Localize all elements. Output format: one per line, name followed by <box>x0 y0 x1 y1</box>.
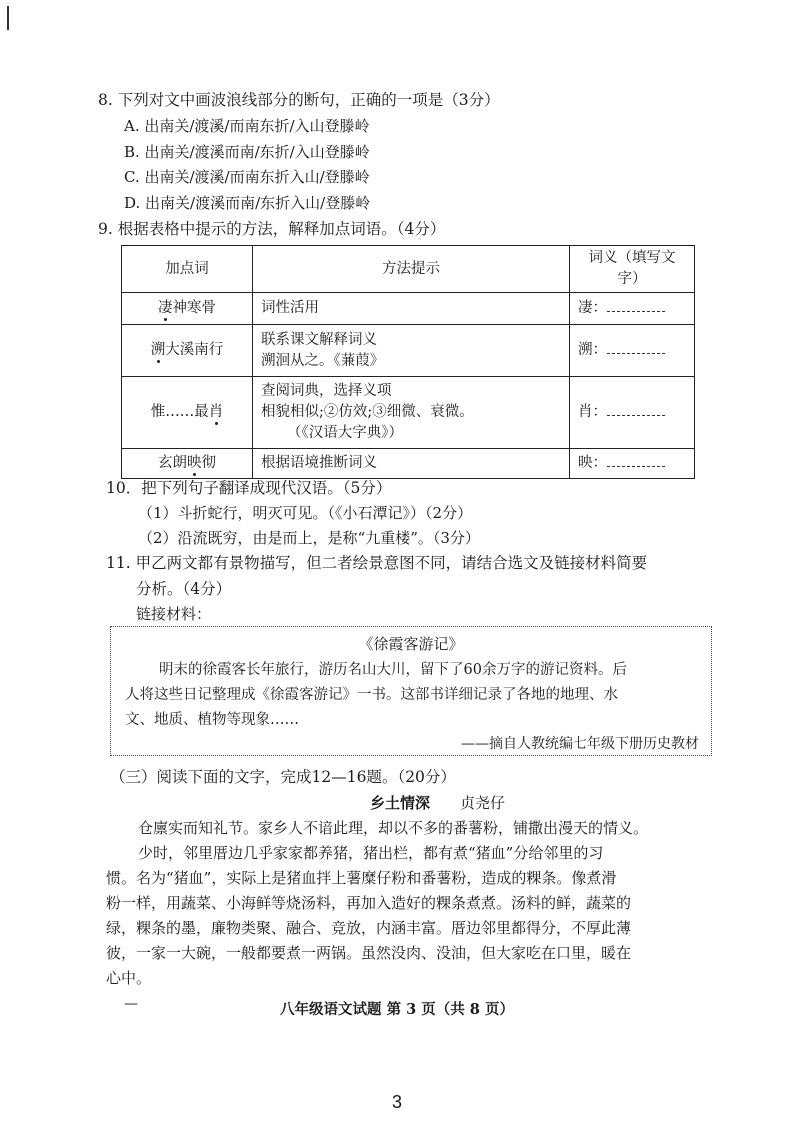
question-8-option-a: A. 出南关/渡溪/而南东折/入山登滕岭 <box>124 117 370 135</box>
article-line: 绿，粿条的墨，廉物类聚、融合、竞放，内涵丰富。厝边邻里都得分，不厚此薄 <box>106 919 632 937</box>
method-cell: 联系课文解释词义 溯洄从之。《蒹葭》 <box>253 325 570 377</box>
link-material-line: 人将这些日记整理成《徐霞客游记》一书。这部书详细记录了各地的地理、水 <box>125 687 618 703</box>
keyword-cell: 玄朗映彻 <box>122 449 253 479</box>
article-line: 惯。名为“猪血”，实际上是猪血拌上薯糜仔粉和番薯粉，造成的粿条。像煮滑 <box>106 869 617 887</box>
answer-blank[interactable] <box>607 299 665 312</box>
link-material-source: ——摘自人教统编七年级下册历史教材 <box>461 736 699 752</box>
method-cell: 词性活用 <box>253 293 570 325</box>
link-material-box <box>110 626 712 756</box>
table-header: 加点词 <box>122 246 253 293</box>
question-10-item-1: （1）斗折蛇行，明灭可见。（《小石潭记》）（2分） <box>138 504 473 522</box>
table-row <box>122 293 695 325</box>
question-11-stem: 11. 甲乙两文都有景物描写，但二者绘景意图不同，请结合选文及链接材料简要 <box>106 554 648 572</box>
article-line: 心中。 <box>106 969 152 987</box>
keyword-cell: 溯大溪南行 <box>122 325 253 377</box>
article-title: 乡土情深 <box>370 794 431 812</box>
link-material-label: 链接材料： <box>136 605 212 623</box>
table-header-row <box>122 246 695 293</box>
answer-blank[interactable] <box>607 454 665 467</box>
question-8-stem: 8. 下列对文中画波浪线部分的断句，正确的一项是（3分） <box>98 91 500 109</box>
table-header: 方法提示 <box>253 246 570 293</box>
section-heading: （三）阅读下面的文字，完成12—16题。（20分） <box>110 768 456 786</box>
answer-blank[interactable] <box>607 341 665 354</box>
footer-dash: — <box>124 996 138 1012</box>
answer-cell[interactable]: 溯： <box>570 325 695 377</box>
table-header: 词义（填写文字） <box>570 246 695 293</box>
question-10-stem: 10．把下列句子翻译成现代汉语。（5分） <box>106 479 392 497</box>
article-line: 粉一样，用蔬菜、小海鲜等烧汤料，再加入造好的粿条煮煮。汤料的鲜，蔬菜的 <box>106 894 632 912</box>
question-8-option-c: C. 出南关/渡溪/而南东折入山/登滕岭 <box>124 168 370 186</box>
keyword-cell: 凄神寒骨 <box>122 293 253 325</box>
footer-page-info: 八年级语文试题 第 3 页（共 8 页） <box>280 1001 514 1018</box>
keyword-cell: 惟……最肖 <box>122 377 253 449</box>
table-row <box>122 325 695 377</box>
article-paragraph: 仓廪实而知礼节。家乡人不谙此理，却以不多的番薯粉，铺撒出漫天的情义。 <box>138 819 649 837</box>
question-11-stem-cont: 分析。（4分） <box>136 580 232 598</box>
question-8-option-b: B. 出南关/渡溪而南/东折/入山登滕岭 <box>124 143 370 161</box>
question-8-option-d: D. 出南关/渡溪而南/东折入山/登滕岭 <box>124 194 371 212</box>
question-9-stem: 9. 根据表格中提示的方法，解释加点词语。（4分） <box>98 220 446 238</box>
dotted-character: 肖 <box>208 404 224 420</box>
answer-cell[interactable]: 凄： <box>570 293 695 325</box>
answer-blank[interactable] <box>607 403 665 416</box>
method-cell: 查阅词典，选择义项 相貌相似;②仿效;③细微、衰微。 （《汉语大字典》） <box>253 377 570 449</box>
table-row <box>122 449 695 479</box>
question-10-item-2: （2）沿流既穷，由是而上，是称“九重楼”。（3分） <box>138 529 480 547</box>
page-number: 3 <box>391 1092 402 1112</box>
table-row <box>122 377 695 449</box>
dotted-character: 溯 <box>150 342 166 358</box>
article-line: 少时，邻里厝边几乎家家都养猪，猪出栏，都有煮“猪血”分给邻里的习 <box>138 844 604 862</box>
method-cell: 根据语境推断词义 <box>253 449 570 479</box>
answer-cell[interactable]: 映： <box>570 449 695 479</box>
question-9-table <box>121 245 695 479</box>
answer-cell[interactable]: 肖： <box>570 377 695 449</box>
dotted-character: 映 <box>187 455 202 471</box>
article-author: 贞尧仔 <box>460 794 506 812</box>
corner-mark <box>7 6 9 30</box>
article-line: 彼，一家一大碗，一般都要煮一两锅。虽然没肉、没油，但大家吃在口里，暖在 <box>106 944 632 962</box>
dotted-character: 凄 <box>158 300 173 316</box>
link-material-title: 《徐霞客游记》 <box>358 635 464 653</box>
link-material-line: 明末的徐霞客长年旅行，游历名山大川，留下了60余万字的游记资料。后 <box>159 662 627 678</box>
link-material-line: 文、地质、植物等现象…… <box>125 712 299 728</box>
